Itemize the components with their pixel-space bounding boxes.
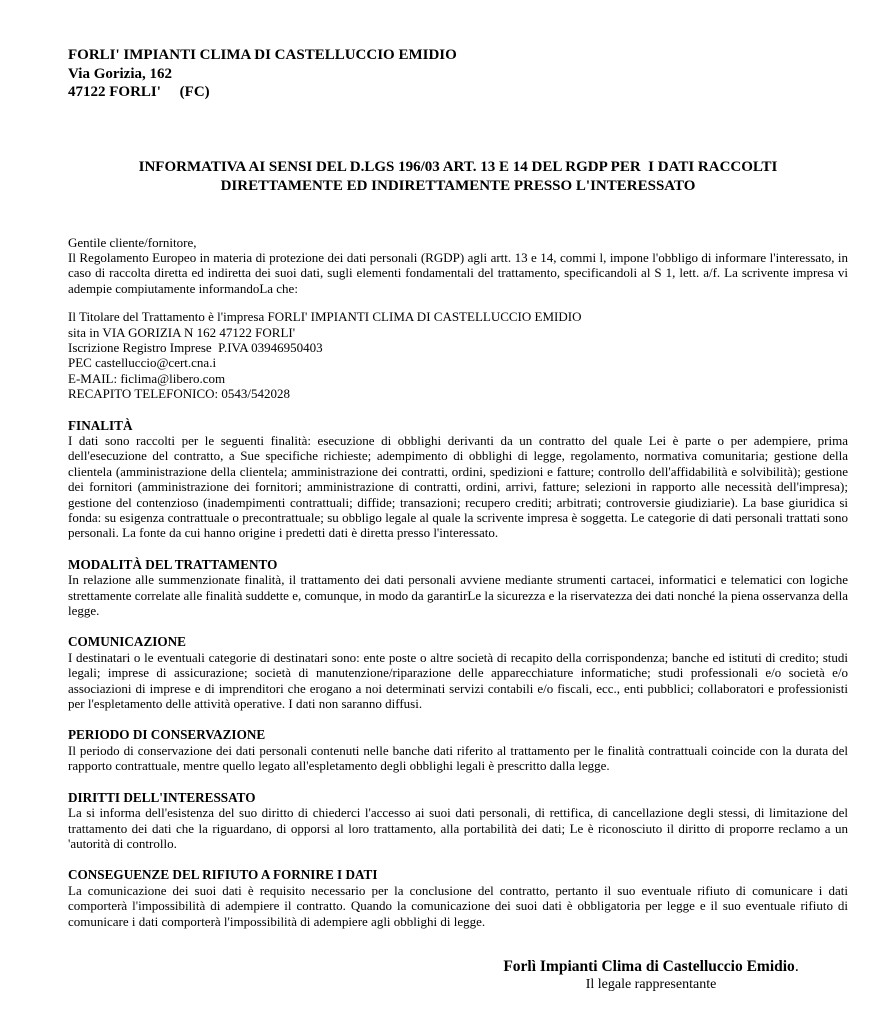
section-heading: COMUNICAZIONE [68,634,186,650]
data-controller-line: Il Titolare del Trattamento è l'impresa FORLI' IMPIANTI CLIMA DI CASTELLUCCIO EMIDIO [68,309,582,325]
signature-company: Forlì Impianti Clima di Castelluccio Emidio [503,957,795,975]
address-street: Via Gorizia, 162 [68,65,173,82]
section-heading: DIRITTI DELL'INTERESSATO [68,789,256,805]
signature-role: Il legale rappresentante [585,976,717,992]
address-city: 47122 FORLI' (FC) [68,84,210,100]
section-body: In relazione alle summenzionate finalità, il trattamento dei dati personali avviene mediante strumenti cartacei, informatici e telematici con logiche strettamente correlate alle finalità suddette e, comunque, in modo da garantirLe la sicurezza e la riservatezza dei dati nonché la piena osservanza della legge. [68,572,848,619]
letterhead [68,46,848,102]
data-controller-line: PEC castelluccio@cert.cna.i [68,355,217,371]
data-controller-line: E-MAIL: ficlima@libero.com [68,370,226,386]
section-comunicazione [68,634,848,711]
signature-block [466,957,836,994]
section-heading: PERIODO DI CONSERVAZIONE [68,727,266,743]
data-controller-line: Iscrizione Registro Imprese P.IVA 03946950403 [68,339,323,355]
section-heading: CONSEGUENZE DEL RIFIUTO A FORNIRE I DATI [68,867,378,883]
data-controller-line: RECAPITO TELEFONICO: 0543/542028 [68,386,290,402]
signature-period: . [794,957,799,975]
section-diritti-dell-interessato [68,790,848,852]
section-body: La si informa dell'esistenza del suo diritto di chiederci l'accesso ai suoi dati personali, di rettifica, di cancellazione degli stessi, di limitazione del trattamento dei dati che la riguardano, di opporsi al loro trattamento, alla portabilità dei dati; Le è riconosciuto il diritto di proporre reclamo a un 'autorità di controllo. [68,805,848,851]
document-title [68,158,848,197]
data-controller-block [68,309,848,401]
intro-paragraph: Il Regolamento Europeo in materia di protezione dei dati personali (RGDP) agli artt. 13 e 14, commi l, impone l'obbligo di informare l'interessato, in caso di raccolta diretta ed indiretta dei suoi dati, sugli elementi fondamentali del trattamento, specificandoli al S 1, lett. a/f. La scrivente impresa vi adempie compiutamente informandoLa che: [68,249,848,296]
company-name: FORLI' IMPIANTI CLIMA DI CASTELLUCCIO EMIDIO [68,47,457,63]
section-body: I dati sono raccolti per le seguenti finalità: esecuzione di obblighi derivanti da un contratto del quale Lei è parte o per adempiere, prima dell'esecuzione del contratto, a Sue specifiche richieste; adempimento di obblighi di legge, regolamento, normativa comunitaria; gestione della clientela (amministrazione della clientela; amministrazione dei contratti, ordini, spedizioni e fatture; controllo dell'affidabilità e solvibilità); gestione dei fornitori (amministrazione dei fornitori; amministrazione di contratti, ordini, arrivi, fatture; selezioni in rapporto alle necessità dell'impresa); gestione del contenzioso (inadempimenti contrattuali; diffide; transazioni; recupero crediti; arbitrati; controversie giudiziarie). La base giuridica si fonda: su esigenza contrattuale o precontrattuale; su obbligo legale al quale la scrivente impresa è soggetta. Le categorie di dati personali trattati sono personali. La fonte da cui hanno origine i predetti dati è diretta presso l'interessato. [68,432,848,541]
section-body: Il periodo di conservazione dei dati personali contenuti nelle banche dati riferito al trattamento per le finalità contrattuali coincide con la durata del rapporto contrattuale, mentre quello legato all'espletamento degli obblighi legali è prescritto dalla legge. [68,742,848,774]
section-modalita-del-trattamento [68,557,848,619]
document-title-line2: DIRETTAMENTE ED INDIRETTAMENTE PRESSO L'INTERESSATO [220,178,696,194]
section-finalita [68,418,848,541]
section-heading: MODALITÀ DEL TRATTAMENTO [68,556,278,572]
document-title-line1: INFORMATIVA AI SENSI DEL D.LGS 196/03 ART. 13 E 14 DEL RGDP PER I DATI RACCOLTI [138,158,778,175]
data-controller-line: sita in VIA GORIZIA N 162 47122 FORLI' [68,324,296,340]
section-periodo-di-conservazione [68,727,848,773]
section-heading: FINALITÀ [68,417,133,433]
greeting: Gentile cliente/fornitore, [68,234,197,250]
section-body: La comunicazione dei suoi dati è requisito necessario per la conclusione del contratto, pertanto il suo eventuale rifiuto di comunicare i dati comporterà l'impossibilità di adempiere il contratto. Quando la comunicazione dei suoi dati è obbligatoria per legge e il suo eventuale rifiuto di comunicare i dati comporterà l'impossibilità di adempiere agli obblighi di legge. [68,882,848,929]
signature-company-line [466,957,836,976]
section-conseguenze-del-rifiuto [68,867,848,929]
section-body: I destinatari o le eventuali categorie di destinatari sono: ente poste o altre società di recapito della corrispondenza; banche ed istituti di credito; studi legali; imprese di assicurazione; società di manutenzione/riparazione delle apparecchiature informatiche; studi professionali e/o società e/o associazioni di imprese e di imprenditori che erogano a noi determinati servizi contabili e/o fiscali, ecc., enti pubblici; collaboratori e professionisti per l'espletamento delle attività operative. I dati non saranno diffusi. [68,649,848,712]
